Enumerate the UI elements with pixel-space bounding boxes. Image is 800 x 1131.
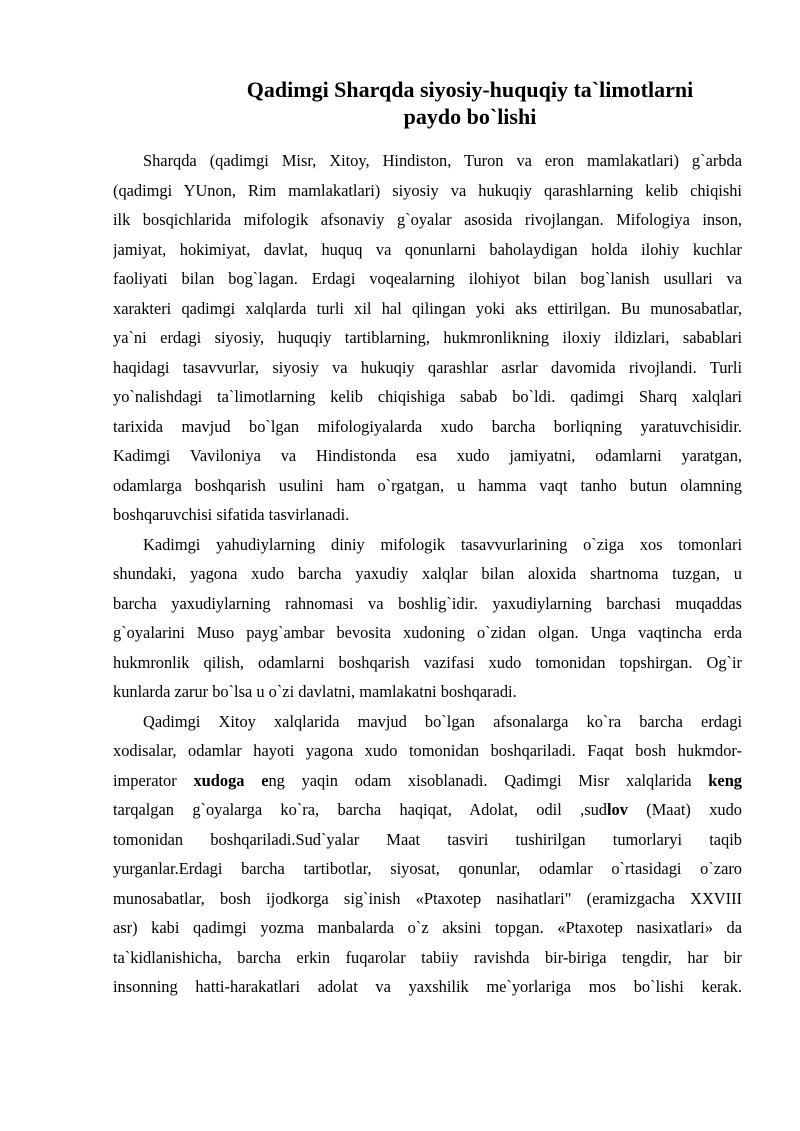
paragraph-2-line: barcha yaxudiylarning rahnomasi va boshlig`idir. yaxudiylarning barchasi muqaddas — [113, 593, 742, 613]
paragraph-1-line: yo`nalishdagi ta`limotlarning kelib chiqishiga sabab bo`ldi. qadimgi Sharq xalqlari — [113, 387, 742, 406]
paragraph-1-line: Sharqda (qadimgi Misr, Xitoy, Hindiston, Turon va eron mamlakatlari) g`arbda — [143, 151, 742, 170]
document-title-line-2: paydo bo`lishi — [403, 104, 537, 129]
document-body — [113, 146, 742, 1002]
bold-text-run: lov — [606, 800, 628, 819]
paragraph-3-line-rich — [113, 795, 742, 825]
paragraph-3-line: Qadimgi Xitoy xalqlarida mavjud bo`lgan afsonalarga ko`ra barcha erdagi — [143, 711, 742, 731]
paragraph-2-line: g`oyalarini Muso payg`ambar bevosita xudoning o`zidan olgan. Unga vaqtincha erda — [113, 623, 742, 642]
paragraph-2-line: hukmronlik qilish, odamlarni boshqarish vazifasi xudo tomonidan topshirgan. Og`ir — [113, 652, 742, 672]
paragraph-1-line: ya`ni erdagi siyosiy, huquqiy tartiblarning, hukmronlikning iloxiy ildizlari, sabablari — [113, 328, 742, 347]
bold-text-run: keng — [708, 770, 742, 790]
paragraph-1-line: ilk bosqichlarida mifologik afsonaviy g`oyalar asosida rivojlangan. Mifologiya inson, — [113, 210, 742, 229]
paragraph-1-line: odamlarga boshqarish usulini ham o`rgatgan, u hamma vaqt tanho butun olamning — [113, 475, 742, 495]
paragraph-3-line: asr) kabi qadimgi yozma manbalarda o`z aksini topgan. «Ptaxotep nasixatlari» da — [113, 918, 742, 937]
paragraph-1-line: faoliyati bilan bog`lagan. Erdagi voqealarning ilohiyot bilan bog`lanish usullari va — [113, 269, 742, 288]
paragraph-3-line: tomonidan boshqariladi.Sud`yalar Maat tasviri tushirilgan tumorlaryi taqib — [113, 829, 742, 849]
text-run: (Maat) xudo — [627, 800, 742, 819]
paragraph-3-line: ta`kidlanishicha, barcha erkin fuqarolar tabiiy ravishda bir-biriga tengdir, har bir — [113, 947, 742, 967]
paragraph-1-line: haqidagi tasavvurlar, siyosiy va hukuqiy qarashlar asrlar davomida rivojlandi. Turli — [113, 357, 742, 377]
text-run: imperator — [113, 770, 194, 790]
paragraph-3-line: insonning hatti-harakatlari adolat va yaxshilik me`yorlariga mos bo`lishi kerak. — [113, 977, 742, 996]
paragraph-3-line-rich — [113, 766, 742, 796]
paragraph-1-line: (qadimgi YUnon, Rim mamlakatlari) siyosiy va hukuqiy qarashlarning kelib chiqishi — [113, 180, 742, 200]
bold-text-run: xudoga e — [193, 770, 269, 790]
paragraph-2-line: Kadimgi yahudiylarning diniy mifologik tasavvurlarining o`ziga xos tomonlari — [143, 534, 742, 554]
paragraph-1-line: Kadimgi Vaviloniya va Hindistonda esa xudo jamiyatni, odamlarni yaratgan, — [113, 446, 742, 465]
document-title-line-1: Qadimgi Sharqda siyosiy-huquqiy ta`limotlarni — [246, 77, 694, 102]
text-run: ng yaqin odam xisoblanadi. Qadimgi Misr xalqlarida — [268, 770, 709, 790]
paragraph-3-line: yurganlar.Erdagi barcha tartibotlar, siyosat, qonunlar, odamlar o`rtasidagi o`zaro — [113, 859, 742, 878]
paragraph-2-line: shundaki, yagona xudo barcha yaxudiy xalqlar bilan aloxida shartnoma tuzgan, u — [113, 564, 742, 583]
text-run: tarqalgan g`oyalarga ko`ra, barcha haqiqat, Adolat, odil ,sud — [113, 800, 607, 819]
paragraph-1-line: jamiyat, hokimiyat, davlat, huquq va qonunlarni baholaydigan holda ilohiy kuchlar — [113, 239, 742, 259]
paragraph-1-line: tarixida mavjud bo`lgan mifologiyalarda xudo barcha borliqning yaratuvchisidir. — [113, 416, 742, 436]
paragraph-1-line: xarakteri qadimgi xalqlarda turli xil hal qilingan yoki aks ettirilgan. Bu munosabatlar, — [113, 298, 742, 318]
paragraph-3-line: munosabatlar, bosh ijodkorga sig`inish «Ptaxotep nasihatlari" (eramizgacha XXVIII — [113, 888, 742, 908]
paragraph-1-line: boshqaruvchisi sifatida tasvirlanadi. — [113, 505, 350, 524]
paragraph-2-line: kunlarda zarur bo`lsa u o`zi davlatni, mamlakatni boshqaradi. — [113, 682, 517, 701]
paragraph-3-line: xodisalar, odamlar hayoti yagona xudo tomonidan boshqariladi. Faqat bosh hukmdor- — [113, 741, 742, 760]
